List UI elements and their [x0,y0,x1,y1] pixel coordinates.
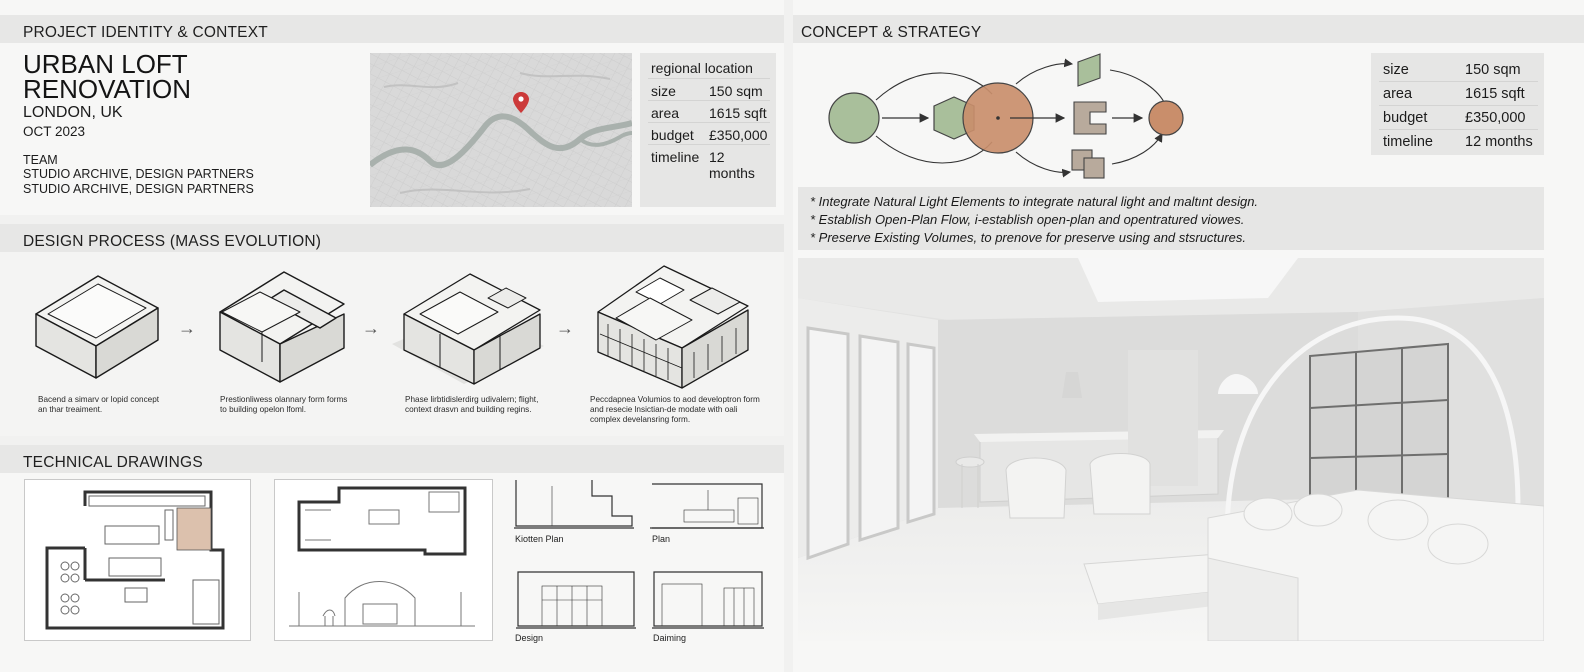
technical-header: TECHNICAL DRAWINGS [0,445,784,473]
drawing-caption: Kiotten Plan [515,534,564,544]
step-caption: Phase lirbtidislerdirg udivalern; flight, context drasvn and building regins. [405,395,539,414]
process-arrow-icon: → [556,318,574,338]
step-caption: Prestionliwess olannary form forms to building opelon lfoml. [220,395,348,414]
mass-step-3 [392,274,544,384]
concept-c-shape [1074,102,1106,134]
spec-row: area 1615 sqft [648,100,770,122]
interior-render-graphic [798,258,1544,641]
plan-elevation-graphic [275,480,492,640]
spec-row: size 150 sqm [648,78,770,100]
spec-row: timeline 12 months [1379,129,1538,153]
mass-evolution-diagram [0,252,784,392]
spec-row: budget £350,000 [648,122,770,144]
concept-circle-sage [829,93,879,143]
team-label: TEAM [23,153,58,167]
identity-spec-table [640,53,776,207]
drawing-caption: Plan [652,534,671,544]
map-graphic [370,53,632,207]
spec-row: timeline 12 months [648,144,770,166]
strategy-item: * Preserve Existing Volumes, to prenove for preserve using and stsructures. [810,230,1246,245]
team-line: STUDIO ARCHIVE, DESIGN PARTNERS [23,182,254,196]
mass-step-1 [36,276,158,378]
project-date: OCT 2023 [23,124,86,139]
process-arrow-icon: → [362,318,380,338]
strategy-item: * Establish Open-Plan Flow, i-establish open-plan and opentratured viowes. [810,212,1245,227]
concept-header: CONCEPT & STRATEGY [793,15,1584,43]
concept-diagram [820,50,1200,182]
concept-block-b [1084,158,1104,178]
process-header: DESIGN PROCESS (MASS EVOLUTION) [0,224,784,252]
process-arrow-icon: → [178,318,196,338]
concept-spec-table [1371,53,1544,155]
strategy-item: * Integrate Natural Light Elements to integrate natural light and maltınt design. [810,194,1259,209]
interior-render [798,258,1544,641]
concept-green-block [1078,54,1100,86]
spec-row: budget £350,000 [1379,105,1538,129]
floor-plan-drawing [24,479,251,641]
step-caption: Bacend a simarv or lopid concept an thar treaiment. [38,395,160,414]
spec-row: size 150 sqm [1383,62,1521,78]
concept-circle-small [1149,101,1183,135]
plan-and-elevation-drawing [274,479,493,641]
floor-plan-graphic [25,480,250,640]
drawing-caption: Design [515,633,544,643]
mass-step-4 [598,266,748,388]
section-drawings [512,476,772,636]
mass-step-2 [220,272,344,382]
location-map [370,53,632,207]
team-line: STUDIO ARCHIVE, DESIGN PARTNERS [23,167,254,181]
spec-row: area 1615 sqft [1379,81,1538,105]
strategy-list [798,187,1544,250]
step-caption: Peccdapnea Volumios to aod developtron form and resecie lnsictian-de modate with oali complex develansring form. [590,395,760,424]
drawing-caption: Daiming [653,633,687,643]
project-title: URBAN LOFT RENOVATION [23,49,192,104]
spec-heading: regional location [651,60,753,76]
identity-header: PROJECT IDENTITY & CONTEXT [0,15,784,43]
project-location: LONDON, UK [23,104,123,121]
